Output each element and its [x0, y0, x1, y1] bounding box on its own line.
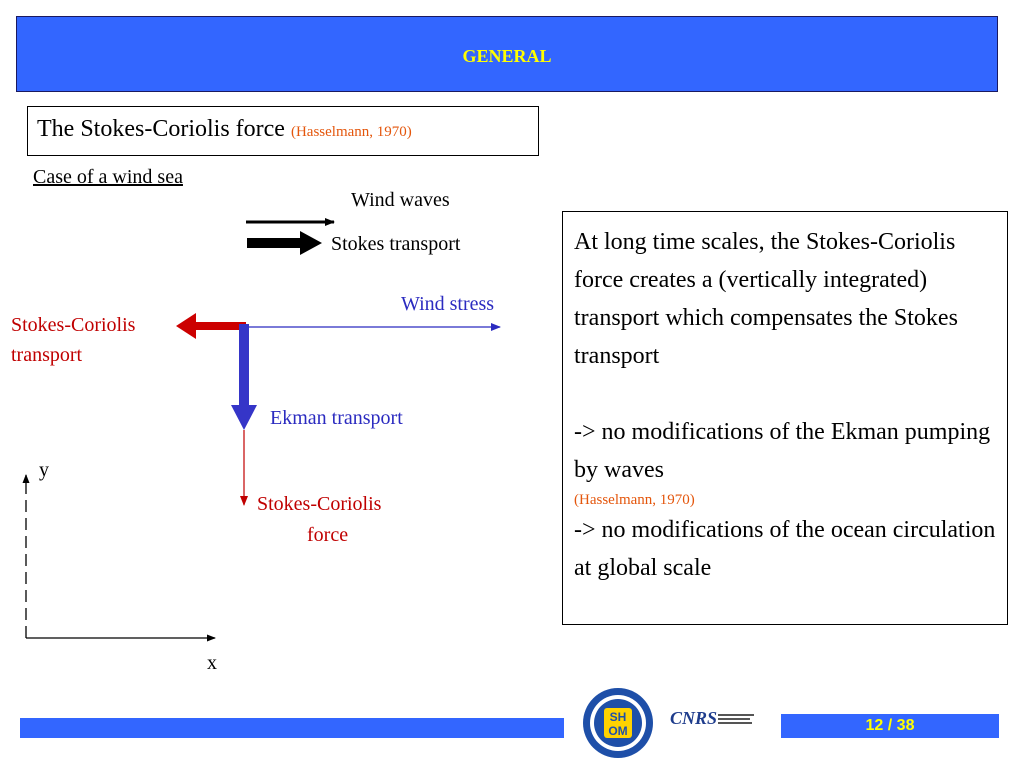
- info-line-1: At long time scales, the Stokes-Coriolis force creates a (vertically integrated) transport which compensates the Stokes transport: [574, 229, 958, 369]
- footer-bar-left: [20, 718, 564, 738]
- cnrs-text: CNRS: [670, 708, 718, 728]
- title-main-text: The Stokes-Coriolis force: [37, 116, 285, 142]
- ekman-transport-arrow: [231, 324, 257, 430]
- case-label: Case of a wind sea: [33, 166, 183, 188]
- shom-letters-top: SH: [609, 710, 627, 724]
- stokes-coriolis-transport-label-line1: Stokes-Coriolis: [11, 314, 136, 336]
- info-line-2: -> no modifications of the Ekman pumping by waves: [574, 419, 991, 483]
- info-reference: (Hasselmann, 1970): [574, 492, 695, 508]
- wind-waves-label: Wind waves: [351, 189, 450, 211]
- wind-stress-label: Wind stress: [401, 293, 495, 315]
- x-axis-label: x: [207, 652, 217, 674]
- ekman-transport-label: Ekman transport: [270, 407, 403, 429]
- title-reference: (Hasselmann, 1970): [290, 124, 412, 140]
- stokes-coriolis-force-label-line1: Stokes-Coriolis: [257, 493, 382, 515]
- shom-letters-bottom: OM: [608, 724, 628, 738]
- stokes-coriolis-transport-label-line2: transport: [11, 344, 83, 366]
- stokes-transport-label: Stokes transport: [331, 233, 461, 255]
- page-number: 12 / 38: [865, 717, 915, 734]
- info-spacer: [574, 375, 1007, 413]
- cnrs-logo: [668, 700, 758, 740]
- stokes-coriolis-transport-arrow: [176, 313, 246, 339]
- footer-bar-right: [781, 714, 999, 738]
- stokes-transport-arrow: [247, 231, 322, 255]
- slide-title: GENERAL: [462, 46, 552, 66]
- shom-logo: [581, 686, 655, 760]
- info-line-3: -> no modifications of the ocean circulation at global scale: [574, 517, 996, 581]
- y-axis-label: y: [39, 459, 49, 481]
- info-box: [562, 211, 1008, 625]
- stokes-coriolis-force-label-line2: force: [307, 524, 349, 546]
